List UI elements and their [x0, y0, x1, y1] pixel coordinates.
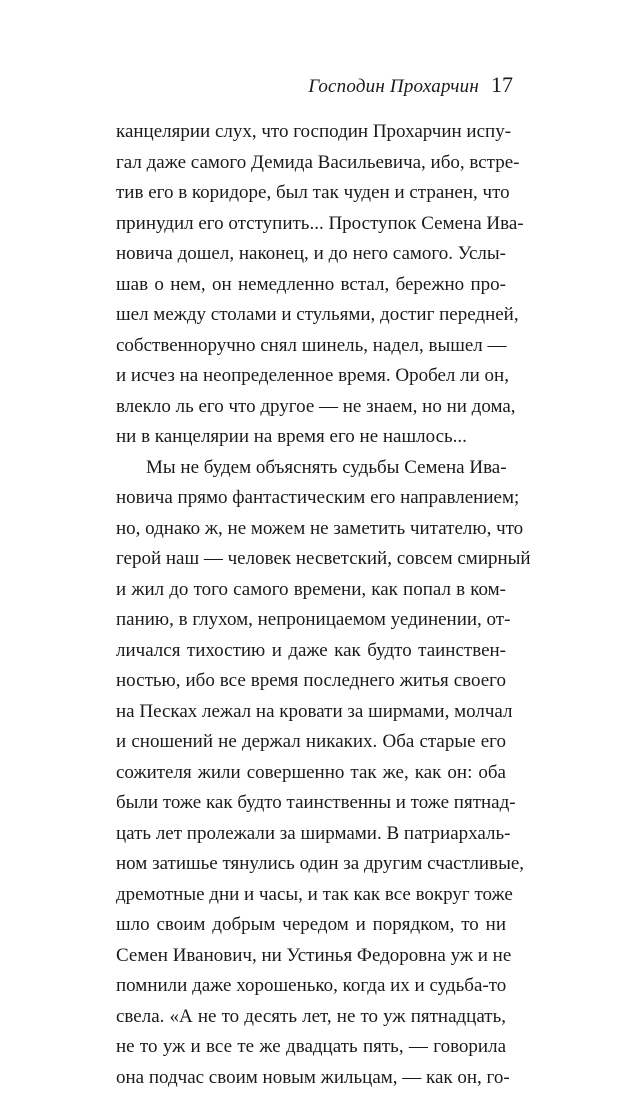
text-line: не то уж и все те же двадцать пять, — говорила — [116, 1032, 506, 1063]
text-line: шло своим добрым чередом и порядком, то ни — [116, 910, 506, 941]
text-line: панию, в глухом, непроницаемом уединении, от- — [116, 605, 506, 636]
text-line: принудил его отступить... Проступок Семена Ива- — [116, 209, 506, 240]
text-line: помнили даже хорошенько, когда их и судьба-то — [116, 971, 506, 1002]
text-line: ни в канцелярии на время его не нашлось... — [116, 422, 506, 453]
text-line: она подчас своим новым жильцам, — как он, го- — [116, 1063, 506, 1093]
text-line: свела. «А не то десять лет, не то уж пятнадцать, — [116, 1002, 506, 1033]
text-line: и сношений не держал никаких. Оба старые его — [116, 727, 506, 758]
paragraph-first-line: Мы не будем объяснять судьбы Семена Ива- — [116, 453, 506, 484]
text-line: собственноручно снял шинель, надел, вышел — — [116, 331, 506, 362]
text-line: Семен Иванович, ни Устинья Федоровна уж и не — [116, 941, 506, 972]
text-line: герой наш — человек несветский, совсем смирный — [116, 544, 506, 575]
text-line: новича дошел, наконец, и до него самого. Услы- — [116, 239, 506, 270]
page-number: 17 — [491, 72, 513, 98]
text-line: ном затишье тянулись один за другим счастливые, — [116, 849, 506, 880]
text-line: на Песках лежал на кровати за ширмами, молчал — [116, 697, 506, 728]
text-line: но, однако ж, не можем не заметить читателю, что — [116, 514, 506, 545]
body-text — [116, 117, 506, 1093]
text-line: гал даже самого Демида Васильевича, ибо, встре- — [116, 148, 506, 179]
text-line: были тоже как будто таинственны и тоже пятнад- — [116, 788, 506, 819]
text-line: дремотные дни и часы, и так как все вокруг тоже — [116, 880, 506, 911]
text-line: и жил до того самого времени, как попал в ком- — [116, 575, 506, 606]
text-line: сожителя жили совершенно так же, как он: оба — [116, 758, 506, 789]
text-line: личался тихостию и даже как будто таинствен- — [116, 636, 506, 667]
text-line: шав о нем, он немедленно встал, бережно про- — [116, 270, 506, 301]
text-line: влекло ль его что другое — не знаем, но ни дома, — [116, 392, 506, 423]
text-line: ностью, ибо все время последнего житья своего — [116, 666, 506, 697]
text-line: тив его в коридоре, был так чуден и странен, что — [116, 178, 506, 209]
text-line: канцелярии слух, что господин Прохарчин испу- — [116, 117, 506, 148]
text-line: новича прямо фантастическим его направлением; — [116, 483, 506, 514]
text-line: цать лет пролежали за ширмами. В патриархаль- — [116, 819, 506, 850]
text-line: шел между столами и стульями, достиг передней, — [116, 300, 506, 331]
running-title: Господин Прохарчин — [308, 76, 479, 98]
text-line: и исчез на неопределенное время. Оробел ли он, — [116, 361, 506, 392]
page-header — [308, 72, 513, 98]
